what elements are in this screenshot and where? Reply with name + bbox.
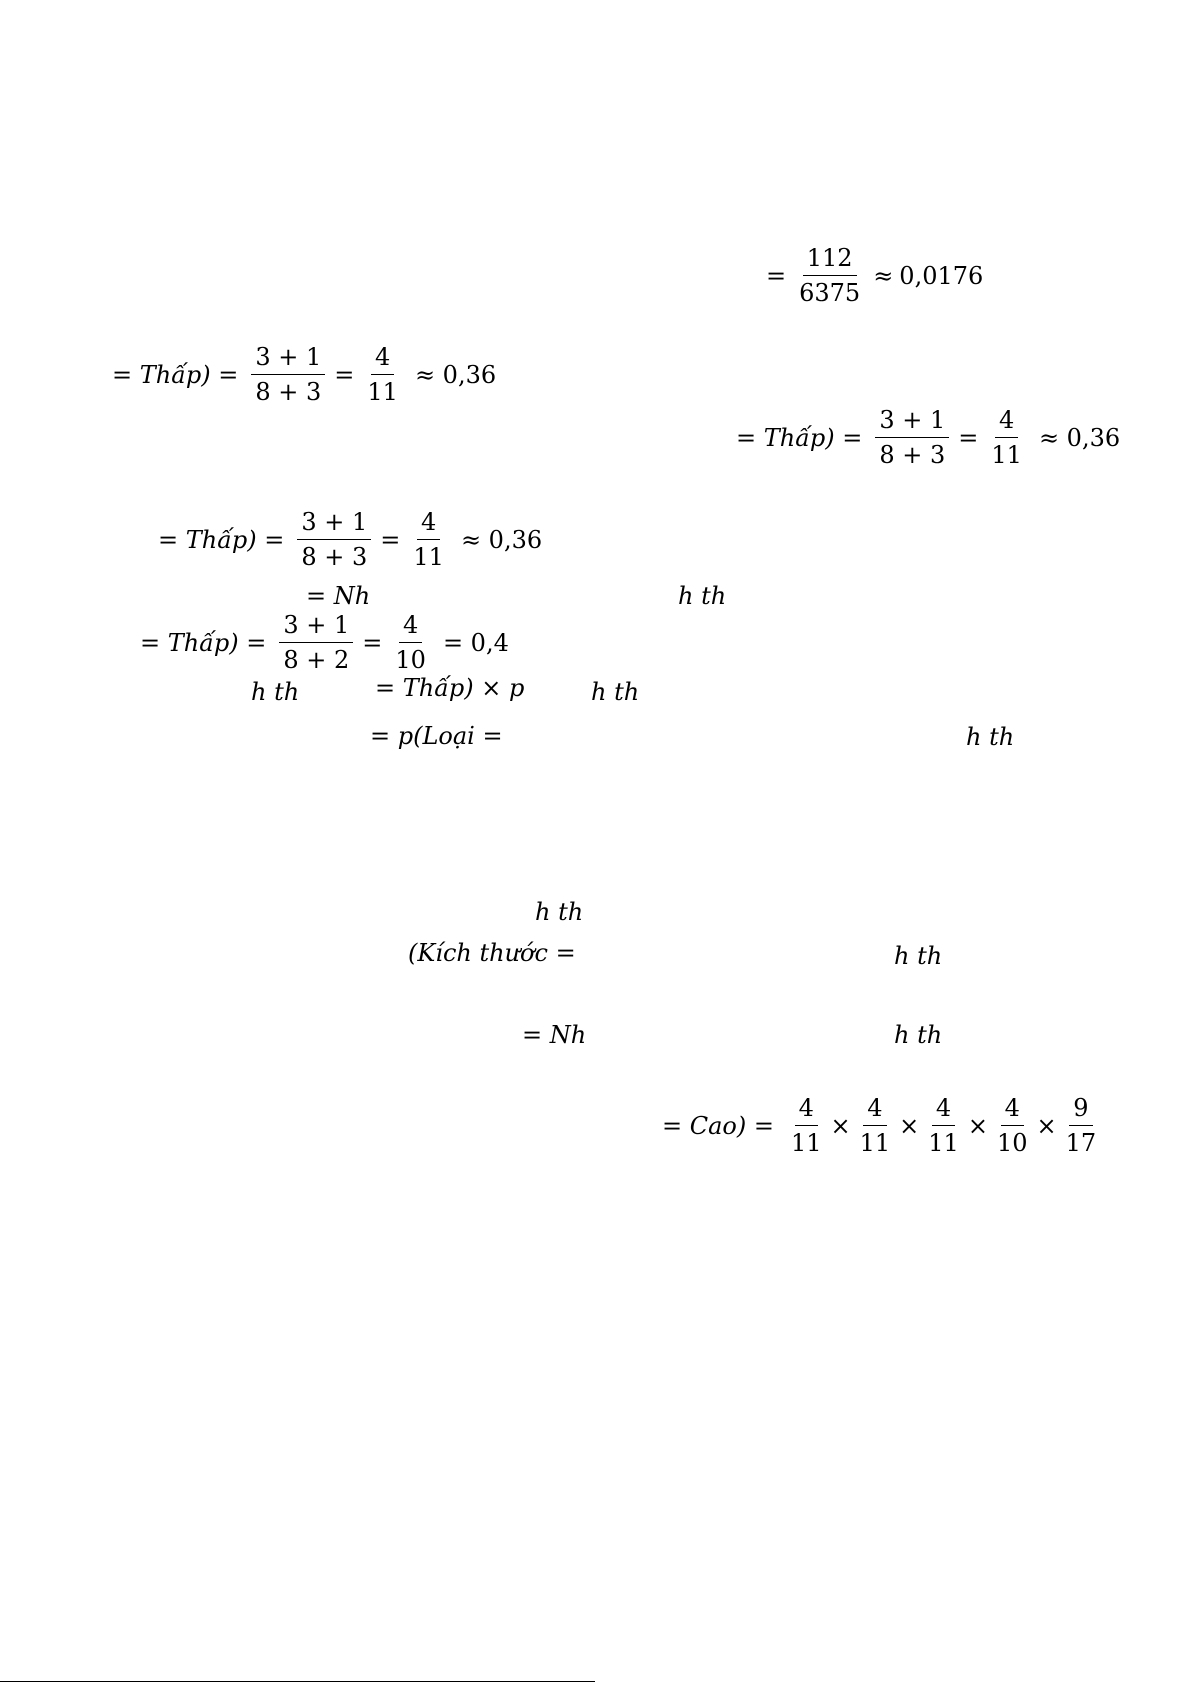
numerator: 3 + 1 xyxy=(279,610,353,643)
probability-equation-d xyxy=(140,610,509,675)
text-fragment: h th xyxy=(251,678,300,706)
equation-lhs: = Thấp) = xyxy=(140,628,267,657)
text-fragment: = Nh xyxy=(306,582,371,610)
fraction xyxy=(875,405,949,470)
denominator: 8 + 2 xyxy=(283,646,350,674)
text-fragment: h th xyxy=(591,678,640,706)
equation-rhs: ≈ 0,36 xyxy=(460,525,543,554)
fraction xyxy=(1062,1093,1101,1158)
fraction xyxy=(297,507,371,572)
fraction xyxy=(279,610,353,675)
fraction xyxy=(987,405,1026,470)
numerator: 4 xyxy=(1001,1093,1024,1126)
text-fragment: = p(Loại = xyxy=(370,722,503,750)
numerator: 3 + 1 xyxy=(875,405,949,438)
numerator: 3 + 1 xyxy=(297,507,371,540)
equation-rhs: ≈ 0,36 xyxy=(414,360,497,389)
text-fragment: h th xyxy=(678,582,727,610)
probability-equation-b xyxy=(736,405,1120,470)
text-fragment: (Kích thước = xyxy=(408,939,576,967)
equation-rhs: ≈ 0,36 xyxy=(1038,423,1121,452)
text-fragment: h th xyxy=(535,898,584,926)
times-sign: × xyxy=(899,1111,920,1140)
denominator: 11 xyxy=(413,543,444,571)
denominator: 10 xyxy=(996,1129,1028,1157)
text-fragment: h th xyxy=(894,1021,943,1049)
numerator: 9 xyxy=(1069,1093,1092,1126)
fraction xyxy=(409,507,448,572)
fraction xyxy=(856,1093,895,1158)
denominator: 8 + 3 xyxy=(301,543,368,571)
denominator: 11 xyxy=(367,378,398,406)
times-sign: × xyxy=(967,1111,988,1140)
approx-sign: ≈ xyxy=(873,261,894,290)
probability-equation-c xyxy=(158,507,542,572)
numerator: 4 xyxy=(417,507,440,540)
fraction xyxy=(391,610,430,675)
fraction xyxy=(787,1093,826,1158)
fraction xyxy=(251,342,325,407)
numerator: 4 xyxy=(863,1093,886,1126)
fraction xyxy=(795,243,864,308)
denominator: 11 xyxy=(928,1129,959,1157)
text-fragment: h th xyxy=(966,723,1015,751)
equation-lhs: = Thấp) = xyxy=(158,525,285,554)
probability-equation-a xyxy=(112,342,496,407)
equation-lhs: = Thấp) = xyxy=(736,423,863,452)
numerator: 4 xyxy=(932,1093,955,1126)
text-fragment: h th xyxy=(894,942,943,970)
denominator: 11 xyxy=(790,1129,822,1157)
fraction xyxy=(993,1093,1032,1158)
equals-sign: = xyxy=(766,261,787,290)
result-equation xyxy=(760,243,983,308)
text-fragment: = Nh xyxy=(522,1021,587,1049)
denominator: 11 xyxy=(859,1129,891,1157)
footnote-divider xyxy=(0,1681,595,1682)
denominator: 8 + 3 xyxy=(255,378,322,406)
numerator: 4 xyxy=(995,405,1018,438)
denominator: 10 xyxy=(395,646,426,674)
numerator: 4 xyxy=(399,610,422,643)
equals-sign: = xyxy=(958,423,979,452)
text-fragment: = Thấp) × p xyxy=(375,674,525,702)
result-value: 0,0176 xyxy=(899,261,984,290)
product-equation xyxy=(662,1093,1103,1158)
fraction xyxy=(363,342,402,407)
numerator: 4 xyxy=(371,342,394,375)
denominator: 6375 xyxy=(799,279,861,307)
denominator: 17 xyxy=(1065,1129,1097,1157)
equals-sign: = xyxy=(380,525,401,554)
equation-lhs: = Cao) = xyxy=(662,1111,774,1140)
times-sign: × xyxy=(1036,1111,1057,1140)
numerator: 4 xyxy=(795,1093,818,1126)
times-sign: × xyxy=(830,1111,851,1140)
denominator: 11 xyxy=(991,441,1022,469)
equation-rhs: = 0,4 xyxy=(442,628,509,657)
numerator: 3 + 1 xyxy=(251,342,325,375)
equals-sign: = xyxy=(334,360,355,389)
equation-lhs: = Thấp) = xyxy=(112,360,239,389)
denominator: 8 + 3 xyxy=(879,441,946,469)
fraction xyxy=(924,1093,963,1158)
numerator: 112 xyxy=(803,243,857,276)
equals-sign: = xyxy=(362,628,383,657)
